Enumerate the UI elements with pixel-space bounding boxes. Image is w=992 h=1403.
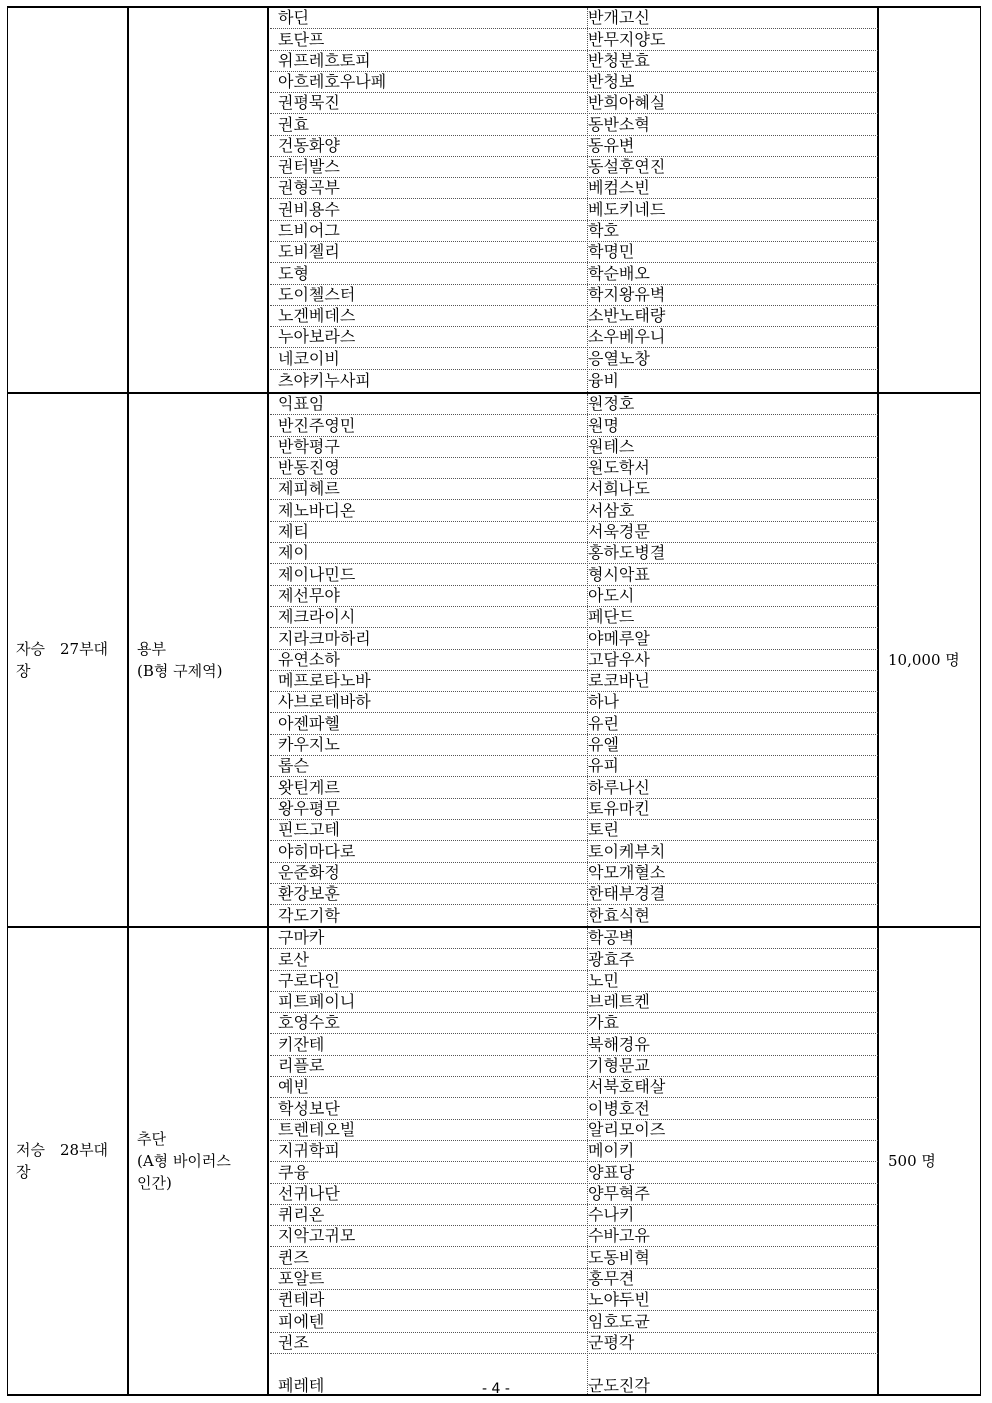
name-row [270, 285, 878, 306]
name-right: 반개고신 [588, 8, 650, 28]
name-row [270, 543, 878, 564]
name-left: 구마카 [278, 928, 325, 948]
name-left: 학성보단 [278, 1098, 340, 1118]
name-right: 고담우사 [588, 649, 650, 669]
name-right: 응열노창 [588, 348, 650, 368]
name-row [270, 501, 878, 522]
rank-cell [8, 394, 128, 926]
name-left: 아흐레호우나페 [278, 72, 387, 92]
name-row [270, 522, 878, 543]
name-left: 제노바디온 [278, 500, 356, 520]
rank-cell [8, 928, 128, 1394]
name-right: 하나 [588, 692, 619, 712]
name-right: 유피 [588, 756, 619, 776]
name-left: 페레테 [278, 1376, 325, 1395]
name-right: 동설후연진 [588, 157, 666, 177]
name-left: 왕우평무 [278, 798, 340, 818]
name-list [270, 928, 880, 1394]
name-left: 운준화정 [278, 862, 340, 882]
name-left: 제크라이시 [278, 607, 356, 627]
name-list [270, 8, 880, 392]
name-row [270, 221, 878, 242]
unit-line: 인간) [137, 1174, 172, 1192]
name-right: 홍무견 [588, 1269, 635, 1289]
name-left: 건동화양 [278, 135, 340, 155]
name-left: 제선무야 [278, 585, 340, 605]
name-row [270, 1056, 878, 1077]
name-right: 메이키 [588, 1141, 635, 1161]
name-row [270, 1162, 878, 1183]
name-right: 유엘 [588, 735, 619, 755]
name-right: 수나키 [588, 1205, 635, 1225]
name-left: 누아보라스 [278, 327, 356, 347]
name-right: 도동비혁 [588, 1247, 650, 1267]
unit-line: (B형 구제역) [137, 662, 223, 680]
name-right: 브레트켄 [588, 992, 650, 1012]
name-left: 리플로 [278, 1056, 325, 1076]
name-right: 양무혁주 [588, 1183, 650, 1203]
name-left: 아젠파헬 [278, 713, 340, 733]
name-row [270, 1013, 878, 1034]
name-left: 제피헤르 [278, 479, 340, 499]
name-left: 권조 [278, 1332, 309, 1352]
name-left: 위프레흐토피 [278, 50, 371, 70]
name-row [270, 714, 878, 735]
name-left: 예빈 [278, 1077, 309, 1097]
name-row [270, 394, 878, 415]
name-right: 토이케부치 [588, 841, 666, 861]
name-row [270, 1184, 878, 1205]
name-right: 반무지양도 [588, 29, 666, 49]
name-row [270, 1311, 878, 1332]
name-right: 이병호전 [588, 1098, 650, 1118]
name-right: 학호 [588, 220, 619, 240]
name-row [270, 51, 878, 72]
name-left: 유연소하 [278, 649, 340, 669]
name-row [270, 1098, 878, 1119]
name-left: 지악고귀모 [278, 1226, 356, 1246]
name-right: 융비 [588, 370, 619, 390]
name-left: 권형곡부 [278, 178, 340, 198]
unit-cell [129, 8, 268, 392]
name-right: 한태부경결 [588, 884, 666, 904]
name-left: 토단프 [278, 29, 325, 49]
name-row [270, 29, 878, 50]
name-right: 학공벽 [588, 928, 635, 948]
name-right: 서욱경문 [588, 522, 650, 542]
name-right: 로코바닌 [588, 671, 650, 691]
name-row [270, 1077, 878, 1098]
name-left: 제티 [278, 522, 309, 542]
name-row [270, 586, 878, 607]
name-row [270, 136, 878, 157]
name-right: 임호도균 [588, 1311, 650, 1331]
count-cell [880, 8, 982, 392]
name-right: 원테스 [588, 436, 635, 456]
name-left: 익표임 [278, 394, 325, 414]
name-right: 수바고유 [588, 1226, 650, 1246]
name-right: 원도학서 [588, 458, 650, 478]
name-row [270, 735, 878, 756]
name-left: 키잔테 [278, 1034, 325, 1054]
name-left: 제이나민드 [278, 564, 356, 584]
rank-line: 저승 28부대 [16, 1141, 109, 1159]
name-right: 알리모이즈 [588, 1119, 666, 1139]
name-left: 권터발스 [278, 157, 340, 177]
name-row [270, 263, 878, 284]
name-left: 반동진영 [278, 458, 340, 478]
name-left: 도이첼스터 [278, 284, 356, 304]
name-row [270, 1035, 878, 1056]
name-row [270, 971, 878, 992]
name-left: 환강보훈 [278, 884, 340, 904]
name-right: 동반소혁 [588, 114, 650, 134]
name-row [270, 564, 878, 585]
name-right: 형시악표 [588, 564, 650, 584]
name-right: 광효주 [588, 949, 635, 969]
unit-line: 용부 [137, 640, 166, 658]
name-right: 유린 [588, 713, 619, 733]
name-row [270, 199, 878, 220]
name-row [270, 1141, 878, 1162]
name-left: 구로다인 [278, 970, 340, 990]
name-left: 하딘 [278, 8, 309, 28]
name-right: 반청분효 [588, 50, 650, 70]
name-row [270, 8, 878, 29]
name-left: 롭슨 [278, 756, 309, 776]
name-left: 권평묵진 [278, 93, 340, 113]
name-right: 원명 [588, 415, 619, 435]
name-left: 도비젤리 [278, 242, 340, 262]
name-left: 왓틴게르 [278, 777, 340, 797]
name-right: 서북호태살 [588, 1077, 666, 1097]
name-left: 지귀학피 [278, 1141, 340, 1161]
name-row [270, 607, 878, 628]
name-right: 노민 [588, 970, 619, 990]
count-cell: 10,000 명 [888, 651, 960, 669]
name-row [270, 799, 878, 820]
name-left: 퀸테라 [278, 1290, 325, 1310]
name-right: 가효 [588, 1013, 619, 1033]
name-left: 권효 [278, 114, 309, 134]
rank-line: 장 [16, 662, 31, 680]
name-left: 퀸즈 [278, 1247, 309, 1267]
name-right: 노야두빈 [588, 1290, 650, 1310]
name-right: 소반노태량 [588, 306, 666, 326]
name-right: 반청보 [588, 72, 635, 92]
name-right: 학지왕유벽 [588, 284, 666, 304]
name-right: 학명민 [588, 242, 635, 262]
name-right: 동유변 [588, 135, 635, 155]
rank-line: 장 [16, 1163, 31, 1181]
name-left: 퀴리온 [278, 1205, 325, 1225]
name-right: 학순배오 [588, 263, 650, 283]
name-left: 제이 [278, 543, 309, 563]
name-row [270, 650, 878, 671]
name-row [270, 1269, 878, 1290]
name-left: 트렌테오빌 [278, 1119, 356, 1139]
name-row [270, 949, 878, 970]
name-row [270, 992, 878, 1013]
name-left: 츠야키누사피 [278, 370, 371, 390]
name-left: 반학평구 [278, 436, 340, 456]
name-row [270, 1226, 878, 1247]
name-left: 야히마다로 [278, 841, 356, 861]
name-right: 악모개혈소 [588, 862, 666, 882]
name-left: 반진주영민 [278, 415, 356, 435]
name-left: 피에텐 [278, 1311, 325, 1331]
name-row [270, 628, 878, 649]
name-left: 지라크마하리 [278, 628, 371, 648]
name-row [270, 114, 878, 135]
name-row [270, 242, 878, 263]
name-row [270, 157, 878, 178]
name-row [270, 178, 878, 199]
name-right: 야메루알 [588, 628, 650, 648]
name-row [270, 93, 878, 114]
name-right: 소우베우니 [588, 327, 666, 347]
name-row [270, 863, 878, 884]
name-right: 베도키네드 [588, 199, 666, 219]
name-right: 원정호 [588, 394, 635, 414]
name-left: 핀드고테 [278, 820, 340, 840]
name-right: 홍하도병결 [588, 543, 666, 563]
name-row [270, 437, 878, 458]
roster-section-3 [7, 926, 981, 1396]
name-right: 서삼호 [588, 500, 635, 520]
name-row [270, 820, 878, 841]
name-row [270, 1120, 878, 1141]
name-left: 사브로테바하 [278, 692, 371, 712]
name-right: 기형문교 [588, 1056, 650, 1076]
name-right: 아도시 [588, 585, 635, 605]
name-row [270, 458, 878, 479]
name-right: 반희아혜실 [588, 93, 666, 113]
name-row [270, 692, 878, 713]
name-row [270, 327, 878, 348]
name-row [270, 1333, 878, 1354]
name-right: 한효식현 [588, 906, 650, 926]
name-row [270, 1290, 878, 1311]
name-right: 베컴스빈 [588, 178, 650, 198]
name-row [270, 777, 878, 798]
name-row [270, 671, 878, 692]
rank-line: 자승 27부대 [16, 640, 109, 658]
name-right: 북해경유 [588, 1034, 650, 1054]
name-row [270, 928, 878, 949]
name-row [270, 756, 878, 777]
page-number: - 4 - [482, 1381, 510, 1397]
name-left: 포알트 [278, 1269, 325, 1289]
name-row [270, 415, 878, 436]
name-row [270, 841, 878, 862]
name-row [270, 1205, 878, 1226]
name-left: 쿠융 [278, 1162, 309, 1182]
name-row [270, 905, 878, 926]
unit-line: (A형 바이러스 [137, 1152, 231, 1170]
name-right: 양표당 [588, 1162, 635, 1182]
name-left: 노겐베데스 [278, 306, 356, 326]
name-row [270, 370, 878, 391]
name-left: 카우지노 [278, 735, 340, 755]
count-cell: 500 명 [888, 1152, 936, 1170]
name-right: 페단드 [588, 607, 635, 627]
name-left: 네코이비 [278, 348, 340, 368]
unit-line: 추단 [137, 1130, 166, 1148]
roster-section-2 [7, 392, 981, 928]
name-row [270, 348, 878, 369]
name-left: 드비어그 [278, 220, 340, 240]
name-left: 호영수호 [278, 1013, 340, 1033]
name-left: 피트페이니 [278, 992, 356, 1012]
rank-cell [8, 8, 128, 392]
name-left: 로산 [278, 949, 309, 969]
name-left: 권비용수 [278, 199, 340, 219]
name-left: 메프로타노바 [278, 671, 371, 691]
roster-section-1 [7, 6, 981, 394]
name-list [270, 394, 880, 926]
name-right: 서희나도 [588, 479, 650, 499]
name-right: 하루나신 [588, 777, 650, 797]
unit-cell [129, 394, 268, 926]
name-left: 선귀나단 [278, 1183, 340, 1203]
name-row [270, 306, 878, 327]
name-right: 군도진각 [588, 1376, 650, 1395]
name-row [270, 479, 878, 500]
name-right: 토유마킨 [588, 798, 650, 818]
name-left: 각도기학 [278, 906, 340, 926]
name-row [270, 884, 878, 905]
name-right: 토린 [588, 820, 619, 840]
name-row [270, 72, 878, 93]
name-right: 군평각 [588, 1332, 635, 1352]
unit-cell [129, 928, 268, 1394]
name-left: 도형 [278, 263, 309, 283]
name-row [270, 1248, 878, 1269]
